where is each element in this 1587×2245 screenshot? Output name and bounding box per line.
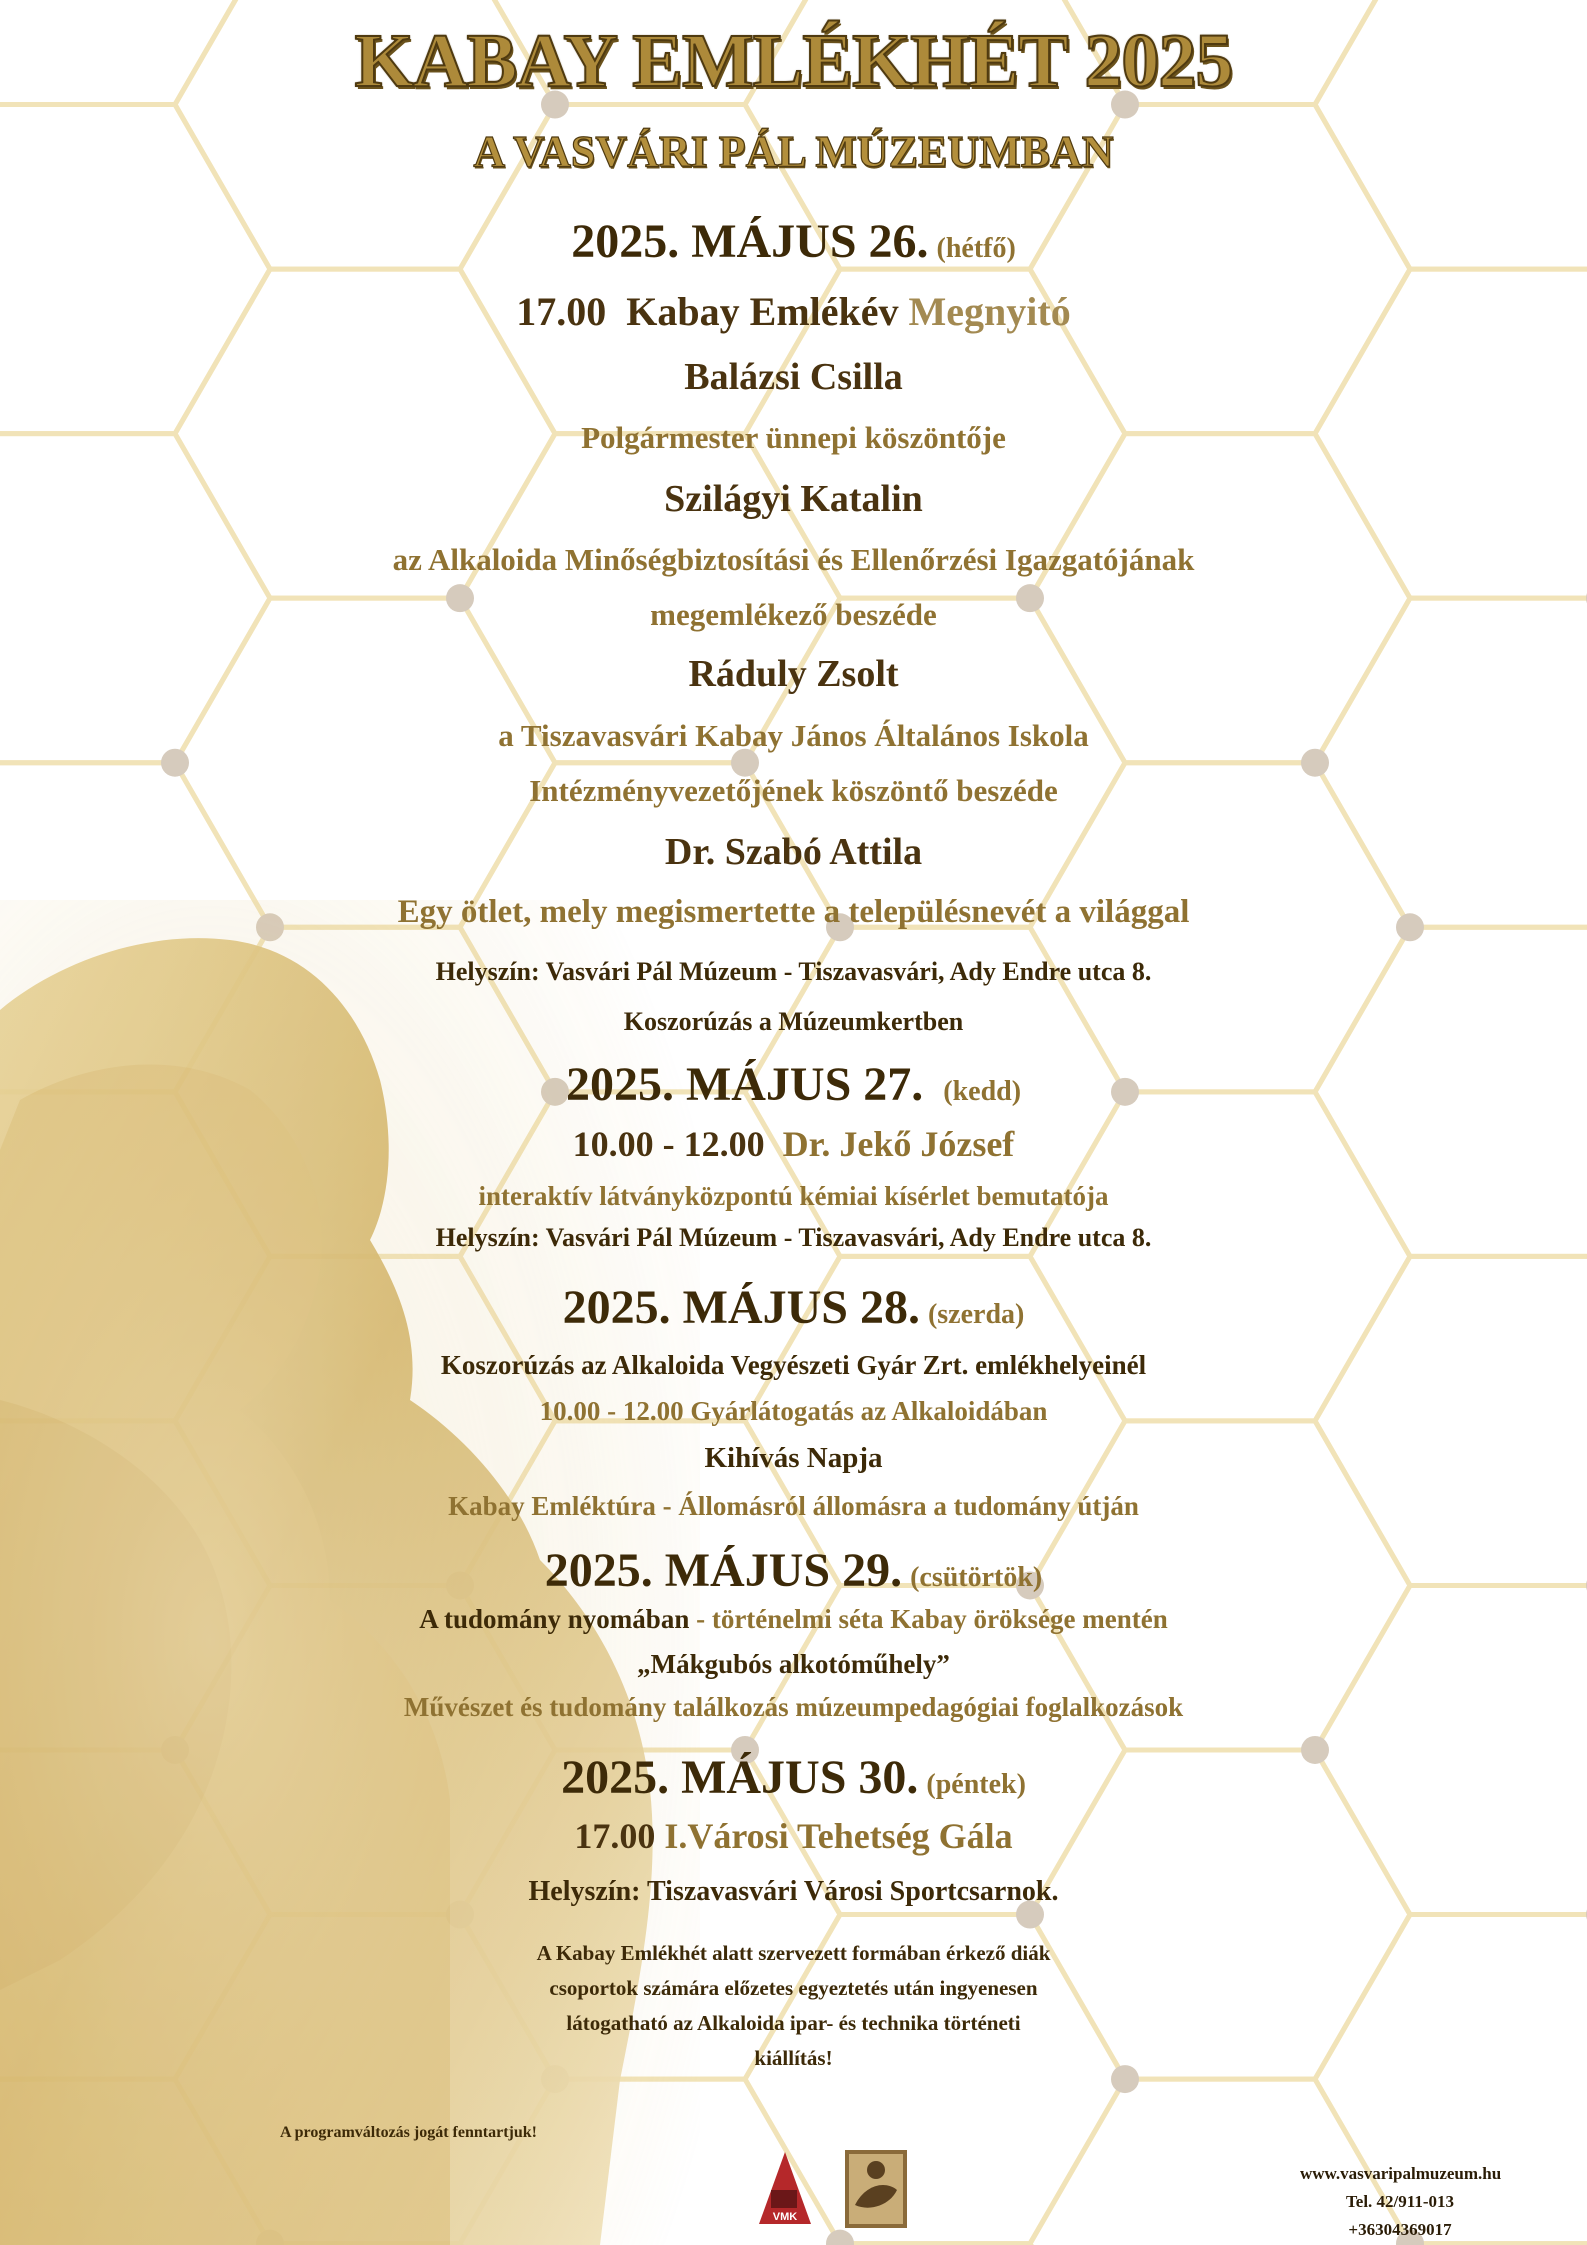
- day1-date: 2025. MÁJUS 26.: [571, 215, 929, 268]
- day1-speaker4: Dr. Szabó Attila: [664, 831, 923, 873]
- day1-speaker3: Ráduly Zsolt: [688, 653, 899, 695]
- day3-line4: Kabay Emléktúra - Állomásról állomásra a tudomány útján: [448, 1491, 1139, 1521]
- day4-line3: Művészet és tudomány találkozás múzeumpedagógiai foglalkozások: [403, 1692, 1184, 1722]
- day5-event: I.Városi Tehetség Gála: [664, 1816, 1013, 1856]
- phone-text: +36304369017: [1348, 2220, 1452, 2239]
- notice-line4: kiállítás!: [754, 2046, 833, 2070]
- day4-line2: „Mákgubós alkotóműhely”: [637, 1649, 950, 1679]
- day3-line2: 10.00 - 12.00 Gyárlátogatás az Alkaloidában: [539, 1396, 1048, 1426]
- day1-event: Kabay Emlékév: [626, 289, 899, 334]
- day1-dow: (hétfő): [936, 233, 1016, 264]
- day2-date-line: [0, 1057, 1587, 1112]
- day1-speaker2-role-1: az Alkaloida Minőségbiztosítási és Ellenőrzési Igazgatójának: [392, 542, 1195, 577]
- day2-event-line: [0, 1123, 1587, 1165]
- day4-date-line: [0, 1543, 1587, 1598]
- poster-subtitle: A VASVÁRI PÁL MÚZEUMBAN: [473, 127, 1114, 176]
- day4-line1: [0, 1604, 1587, 1635]
- day4-line1-dark: A tudomány nyomában: [419, 1604, 690, 1634]
- day3-dow: (szerda): [927, 1299, 1025, 1330]
- day4-dow: (csütörtök): [910, 1562, 1043, 1593]
- notice-line2: csoportok számára előzetes egyeztetés után ingyenesen: [549, 1976, 1038, 2000]
- museum-logo: [845, 2150, 907, 2228]
- day1-location: Helyszín: Vasvári Pál Múzeum - Tiszavasvári, Ady Endre utca 8.: [435, 957, 1152, 986]
- day1-speaker2-role-2: megemlékező beszéde: [650, 597, 937, 632]
- day1-speaker1: Balázsi Csilla: [684, 356, 903, 398]
- day2-speaker: Dr. Jekő József: [782, 1124, 1015, 1164]
- contact-block: [1300, 2160, 1500, 2244]
- notice-line3: látogatható az Alkaloida ipar- és technika történeti: [566, 2011, 1021, 2035]
- day5-dow: (péntek): [926, 1769, 1026, 1800]
- day1-speaker3-role-2: Intézményvezetőjének köszöntő beszéde: [529, 773, 1058, 808]
- disclaimer: A programváltozás jogát fenntartjuk!: [279, 2124, 537, 2141]
- day1-extra: Koszorúzás a Múzeumkertben: [623, 1007, 964, 1036]
- notice-line1: A Kabay Emlékhét alatt szervezett formában érkező diák: [536, 1941, 1051, 1965]
- day5-location: Helyszín: Tiszavasvári Városi Sportcsarnok.: [528, 1876, 1059, 1907]
- day1-speaker4-role: Egy ötlet, mely megismertette a településnevét a világgal: [397, 894, 1190, 930]
- day2-location: Helyszín: Vasvári Pál Múzeum - Tiszavasvári, Ady Endre utca 8.: [435, 1223, 1152, 1252]
- day3-line1: Koszorúzás az Alkaloida Vegyészeti Gyár Zrt. emlékhelyeinél: [440, 1350, 1147, 1380]
- day3-date-line: [0, 1280, 1587, 1335]
- day3-date: 2025. MÁJUS 28.: [562, 1281, 920, 1334]
- day1-speaker1-role: Polgármester ünnepi köszöntője: [581, 420, 1006, 455]
- day1-speaker3-role-1: a Tiszavasvári Kabay János Általános Iskola: [498, 718, 1089, 753]
- day2-date: 2025. MÁJUS 27.: [565, 1058, 924, 1111]
- day1-event-light: Megnyitó: [908, 289, 1071, 334]
- day5-date-line: [0, 1750, 1587, 1805]
- tel-text: Tel. 42/911-013: [1346, 2192, 1454, 2211]
- day5-time: 17.00: [574, 1816, 656, 1856]
- day5-event-line: [0, 1815, 1587, 1857]
- day1-speaker2: Szilágyi Katalin: [664, 478, 923, 520]
- day3-line3: Kihívás Napja: [704, 1442, 883, 1474]
- day2-dow: (kedd): [943, 1076, 1022, 1107]
- day4-line1-gold: - történelmi séta Kabay öröksége mentén: [689, 1604, 1168, 1634]
- day1-time: 17.00: [516, 289, 607, 334]
- poster-title: KABAY EMLÉKHÉT 2025: [354, 19, 1233, 103]
- day2-time: 10.00 - 12.00: [572, 1124, 765, 1164]
- day1-event-line: [0, 288, 1587, 335]
- day1-date-line: [0, 214, 1587, 269]
- day5-date: 2025. MÁJUS 30.: [561, 1751, 919, 1804]
- vmk-logo: [755, 2150, 815, 2228]
- day4-date: 2025. MÁJUS 29.: [544, 1544, 903, 1597]
- vmk-logo-text: VMK: [772, 2211, 798, 2223]
- day2-desc: interaktív látványközpontú kémiai kísérlet bemutatója: [478, 1181, 1109, 1211]
- website-link[interactable]: www.vasvaripalmuzeum.hu: [1300, 2164, 1502, 2183]
